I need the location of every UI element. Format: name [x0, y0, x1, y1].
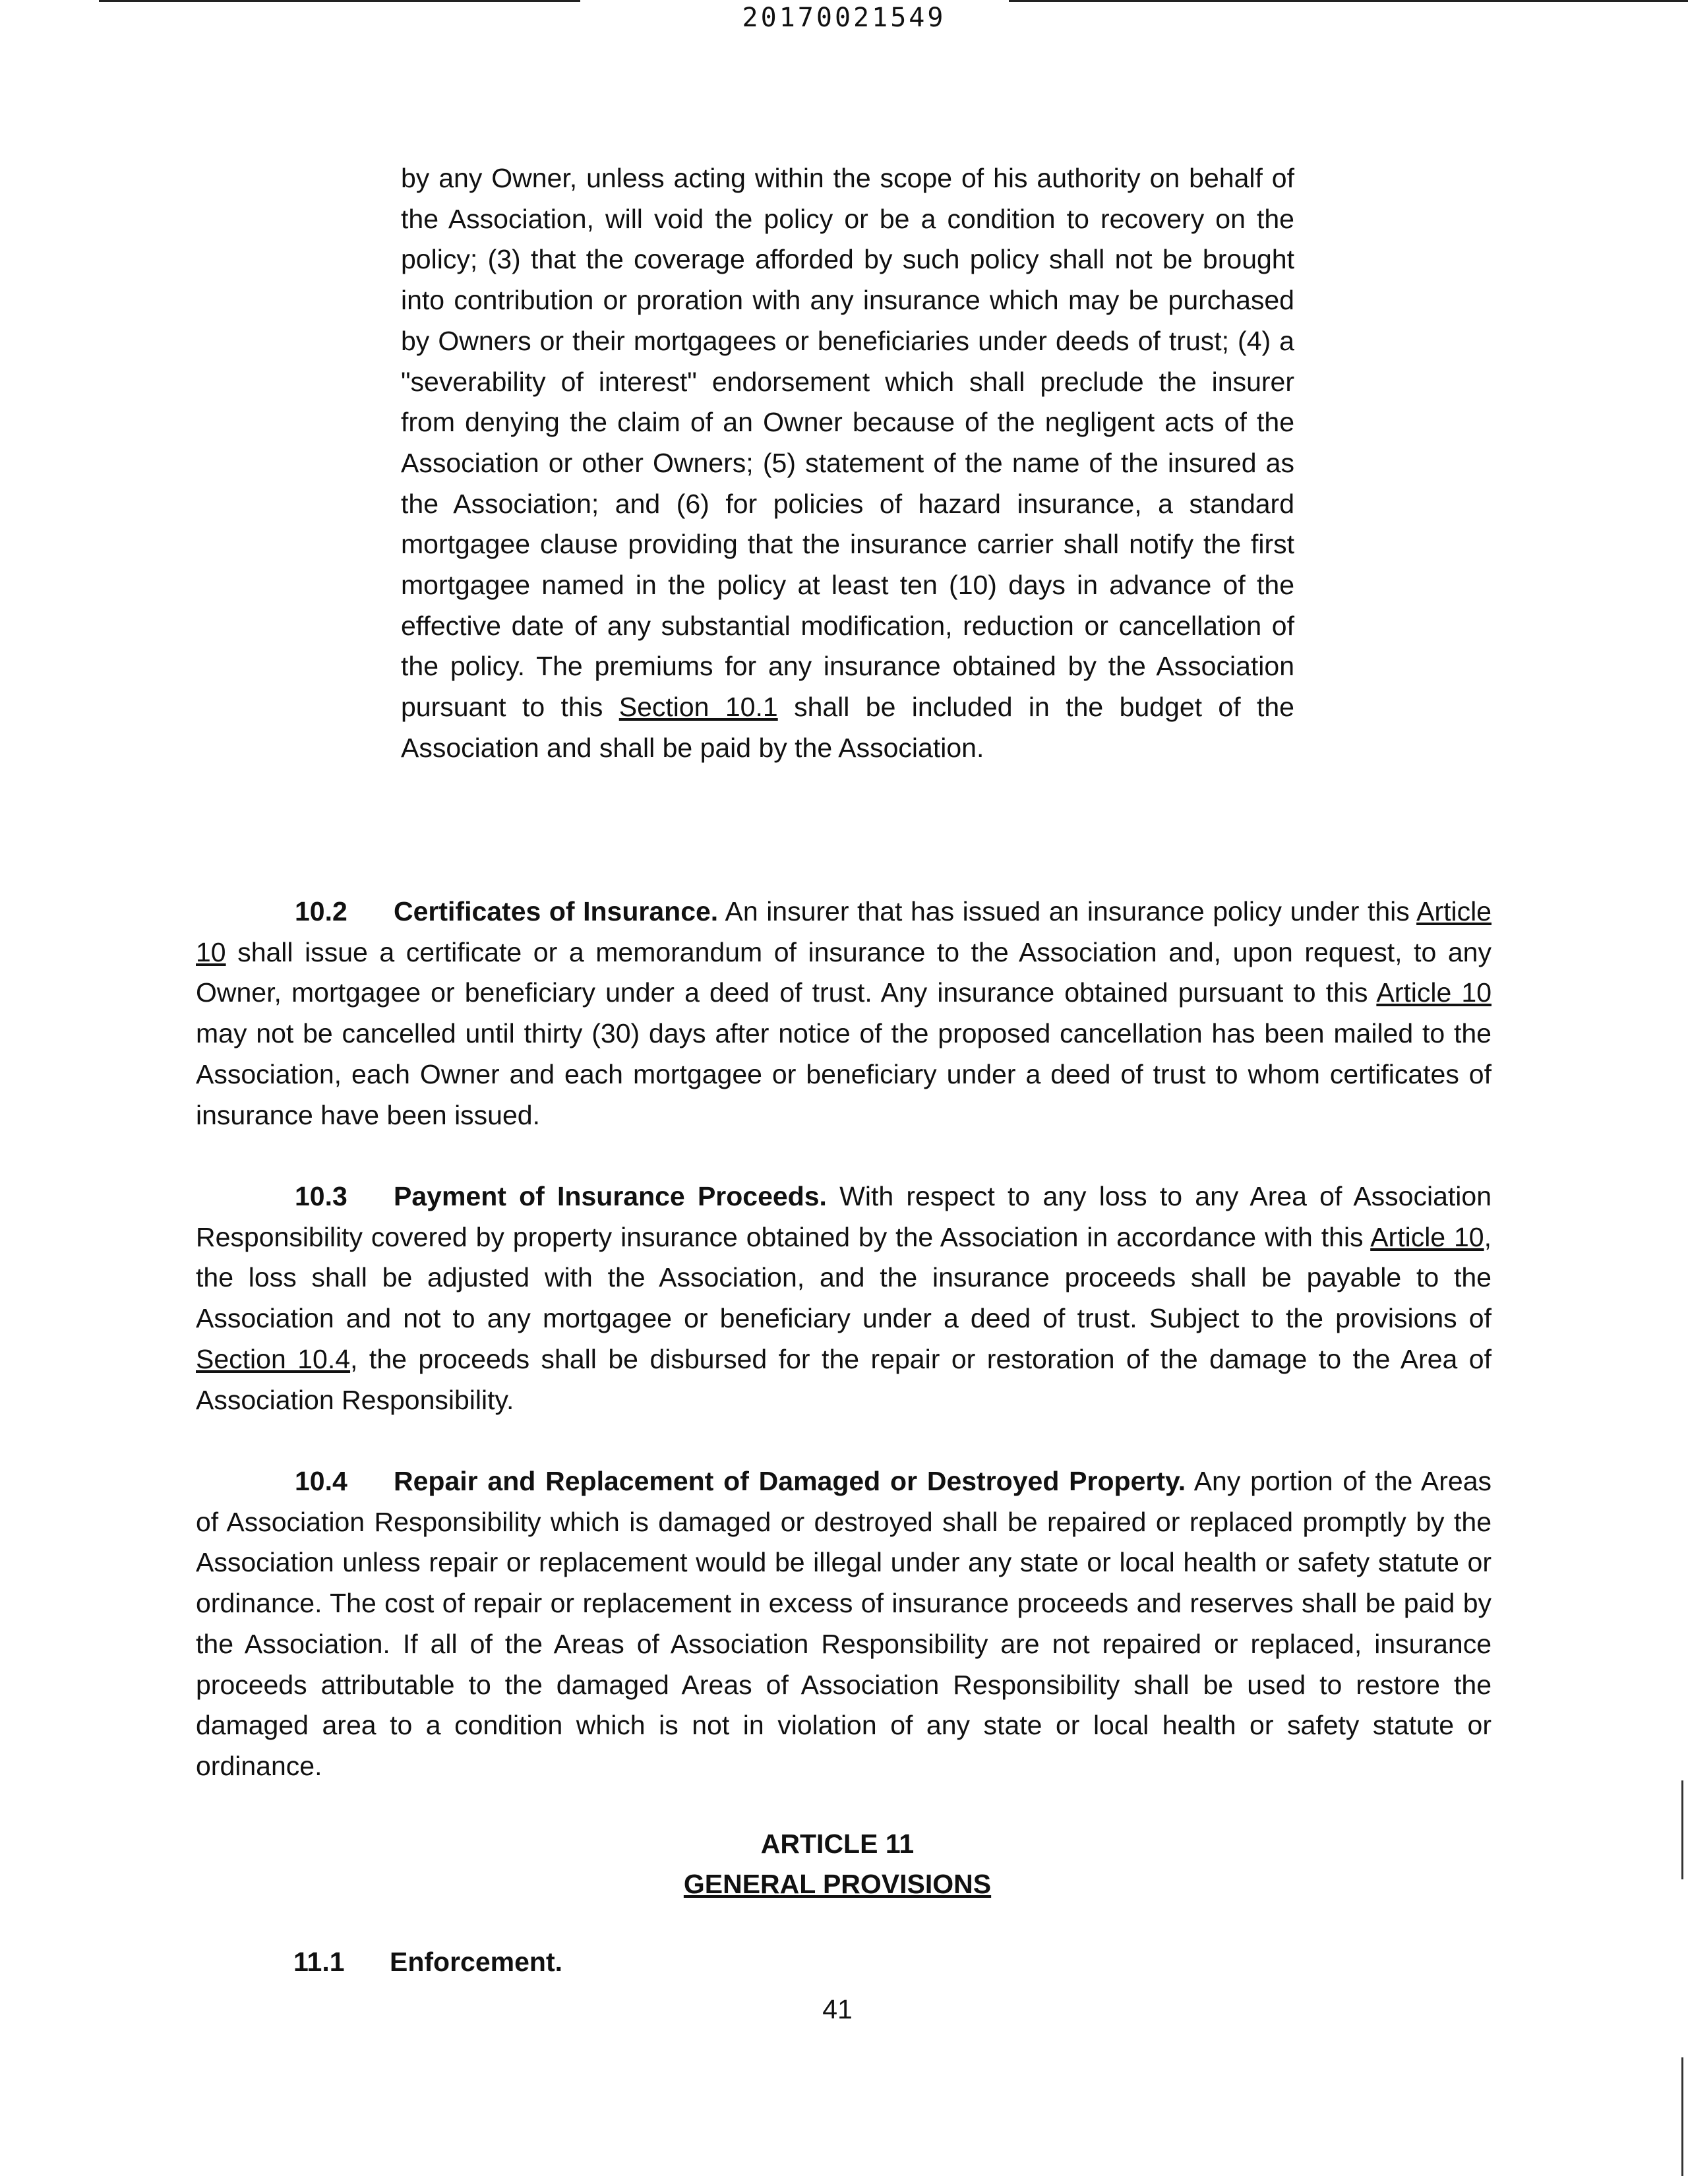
paragraph-text: shall be included in the budget of the Association and shall be paid by the Association. [401, 692, 1294, 763]
paragraph-text: With respect to any loss to any Area of Association Responsibility covered by property insurance obtained by the Association in accordance with this [196, 1181, 1492, 1252]
paragraph-text: , the loss shall be adjusted with the Association, and the insurance proceeds shall be payable to the Association and not to any mortgagee or beneficiary under a deed of trust. Subject to the provisions of [196, 1221, 1492, 1334]
cross-reference: Section 10.4 [196, 1343, 351, 1374]
section-title: Certificates of Insurance. [394, 896, 719, 926]
paragraph-text: shall issue a certificate or a memorandum of insurance to the Association and, upon request, to any Owner, mortgagee or beneficiary under a deed of trust. Any insurance obtained pursuant to this [196, 936, 1492, 1008]
top-rule-right [1009, 0, 1688, 2]
scan-edge-mark [1681, 2057, 1683, 2176]
section-title: Repair and Replacement of Damaged or Destroyed Property. [394, 1466, 1186, 1496]
top-rule-left [99, 0, 580, 2]
paragraph-text: , the proceeds shall be disbursed for the repair or restoration of the damage to the Area of Association Responsibility. [196, 1343, 1492, 1415]
cross-reference: Article 10 [1376, 977, 1492, 1008]
section-11-1 [293, 1947, 562, 1978]
section-title: Payment of Insurance Proceeds. [394, 1181, 827, 1211]
article-subheading-text: GENERAL PROVISIONS [683, 1869, 992, 1899]
section-number: 11.1 [293, 1947, 345, 1977]
continuation-paragraph [401, 158, 1294, 769]
section-10-3 [196, 1176, 1492, 1420]
section-number: 10.3 [295, 1181, 347, 1211]
article-heading: ARTICLE 11 [760, 1829, 915, 1859]
section-title: Enforcement. [390, 1947, 562, 1977]
section-10-4 [196, 1461, 1492, 1787]
scan-edge-mark [1681, 1780, 1683, 1879]
section-10-2 [196, 892, 1492, 1136]
paragraph-text: An insurer that has issued an insurance policy under this [718, 896, 1417, 926]
section-number: 10.4 [295, 1466, 347, 1496]
paragraph-text: by any Owner, unless acting within the scope of his authority on behalf of the Association, will void the policy or be a condition to recovery on the policy; (3) that the coverage afforded by such policy shall not be brought into contribution or proration with any insurance which may be purchased by Owners or their mortgagees or beneficiaries under deeds of trust; (4) a "severability of interest" endorsement which shall preclude the insurer from denying the claim of an Owner because of the negligent acts of the Association or other Owners; (5) statement of the name of the insured as the Association; and (6) for policies of hazard insurance, a standard mortgagee clause providing that the insurance carrier shall notify the first mortgagee named in the policy at least ten (10) days in advance of the effective date of any substantial modification, reduction or cancellation of the policy. The premiums for any insurance obtained by the Association pursuant to this [401, 163, 1294, 723]
section-number: 10.2 [295, 896, 347, 926]
article-subheading [0, 1864, 1675, 1904]
cross-reference: Section 10.1 [618, 692, 778, 723]
cross-reference: Article 10 [196, 896, 1492, 967]
document-number: 20170021549 [742, 3, 946, 33]
paragraph-text: may not be cancelled until thirty (30) days after notice of the proposed cancellation has been mailed to the Association, each Owner and each mortgagee or beneficiary under a deed of trust to whom certificates of insurance have been issued. [196, 1018, 1492, 1130]
page-number: 41 [822, 1994, 853, 2024]
paragraph-text: Any portion of the Areas of Association Responsibility which is damaged or destroyed shall be repaired or replaced promptly by the Association unless repair or replacement would be illegal under any state or local health or safety statute or ordinance. The cost of repair or replacement in excess of insurance proceeds and reserves shall be paid by the Association. If all of the Areas of Association Responsibility are not repaired or replaced, insurance proceeds attributable to the damaged Areas of Association Responsibility shall be used to restore the damaged area to a condition which is not in violation of any state or local health or safety statute or ordinance. [196, 1466, 1492, 1781]
cross-reference: Article 10 [1370, 1221, 1484, 1252]
